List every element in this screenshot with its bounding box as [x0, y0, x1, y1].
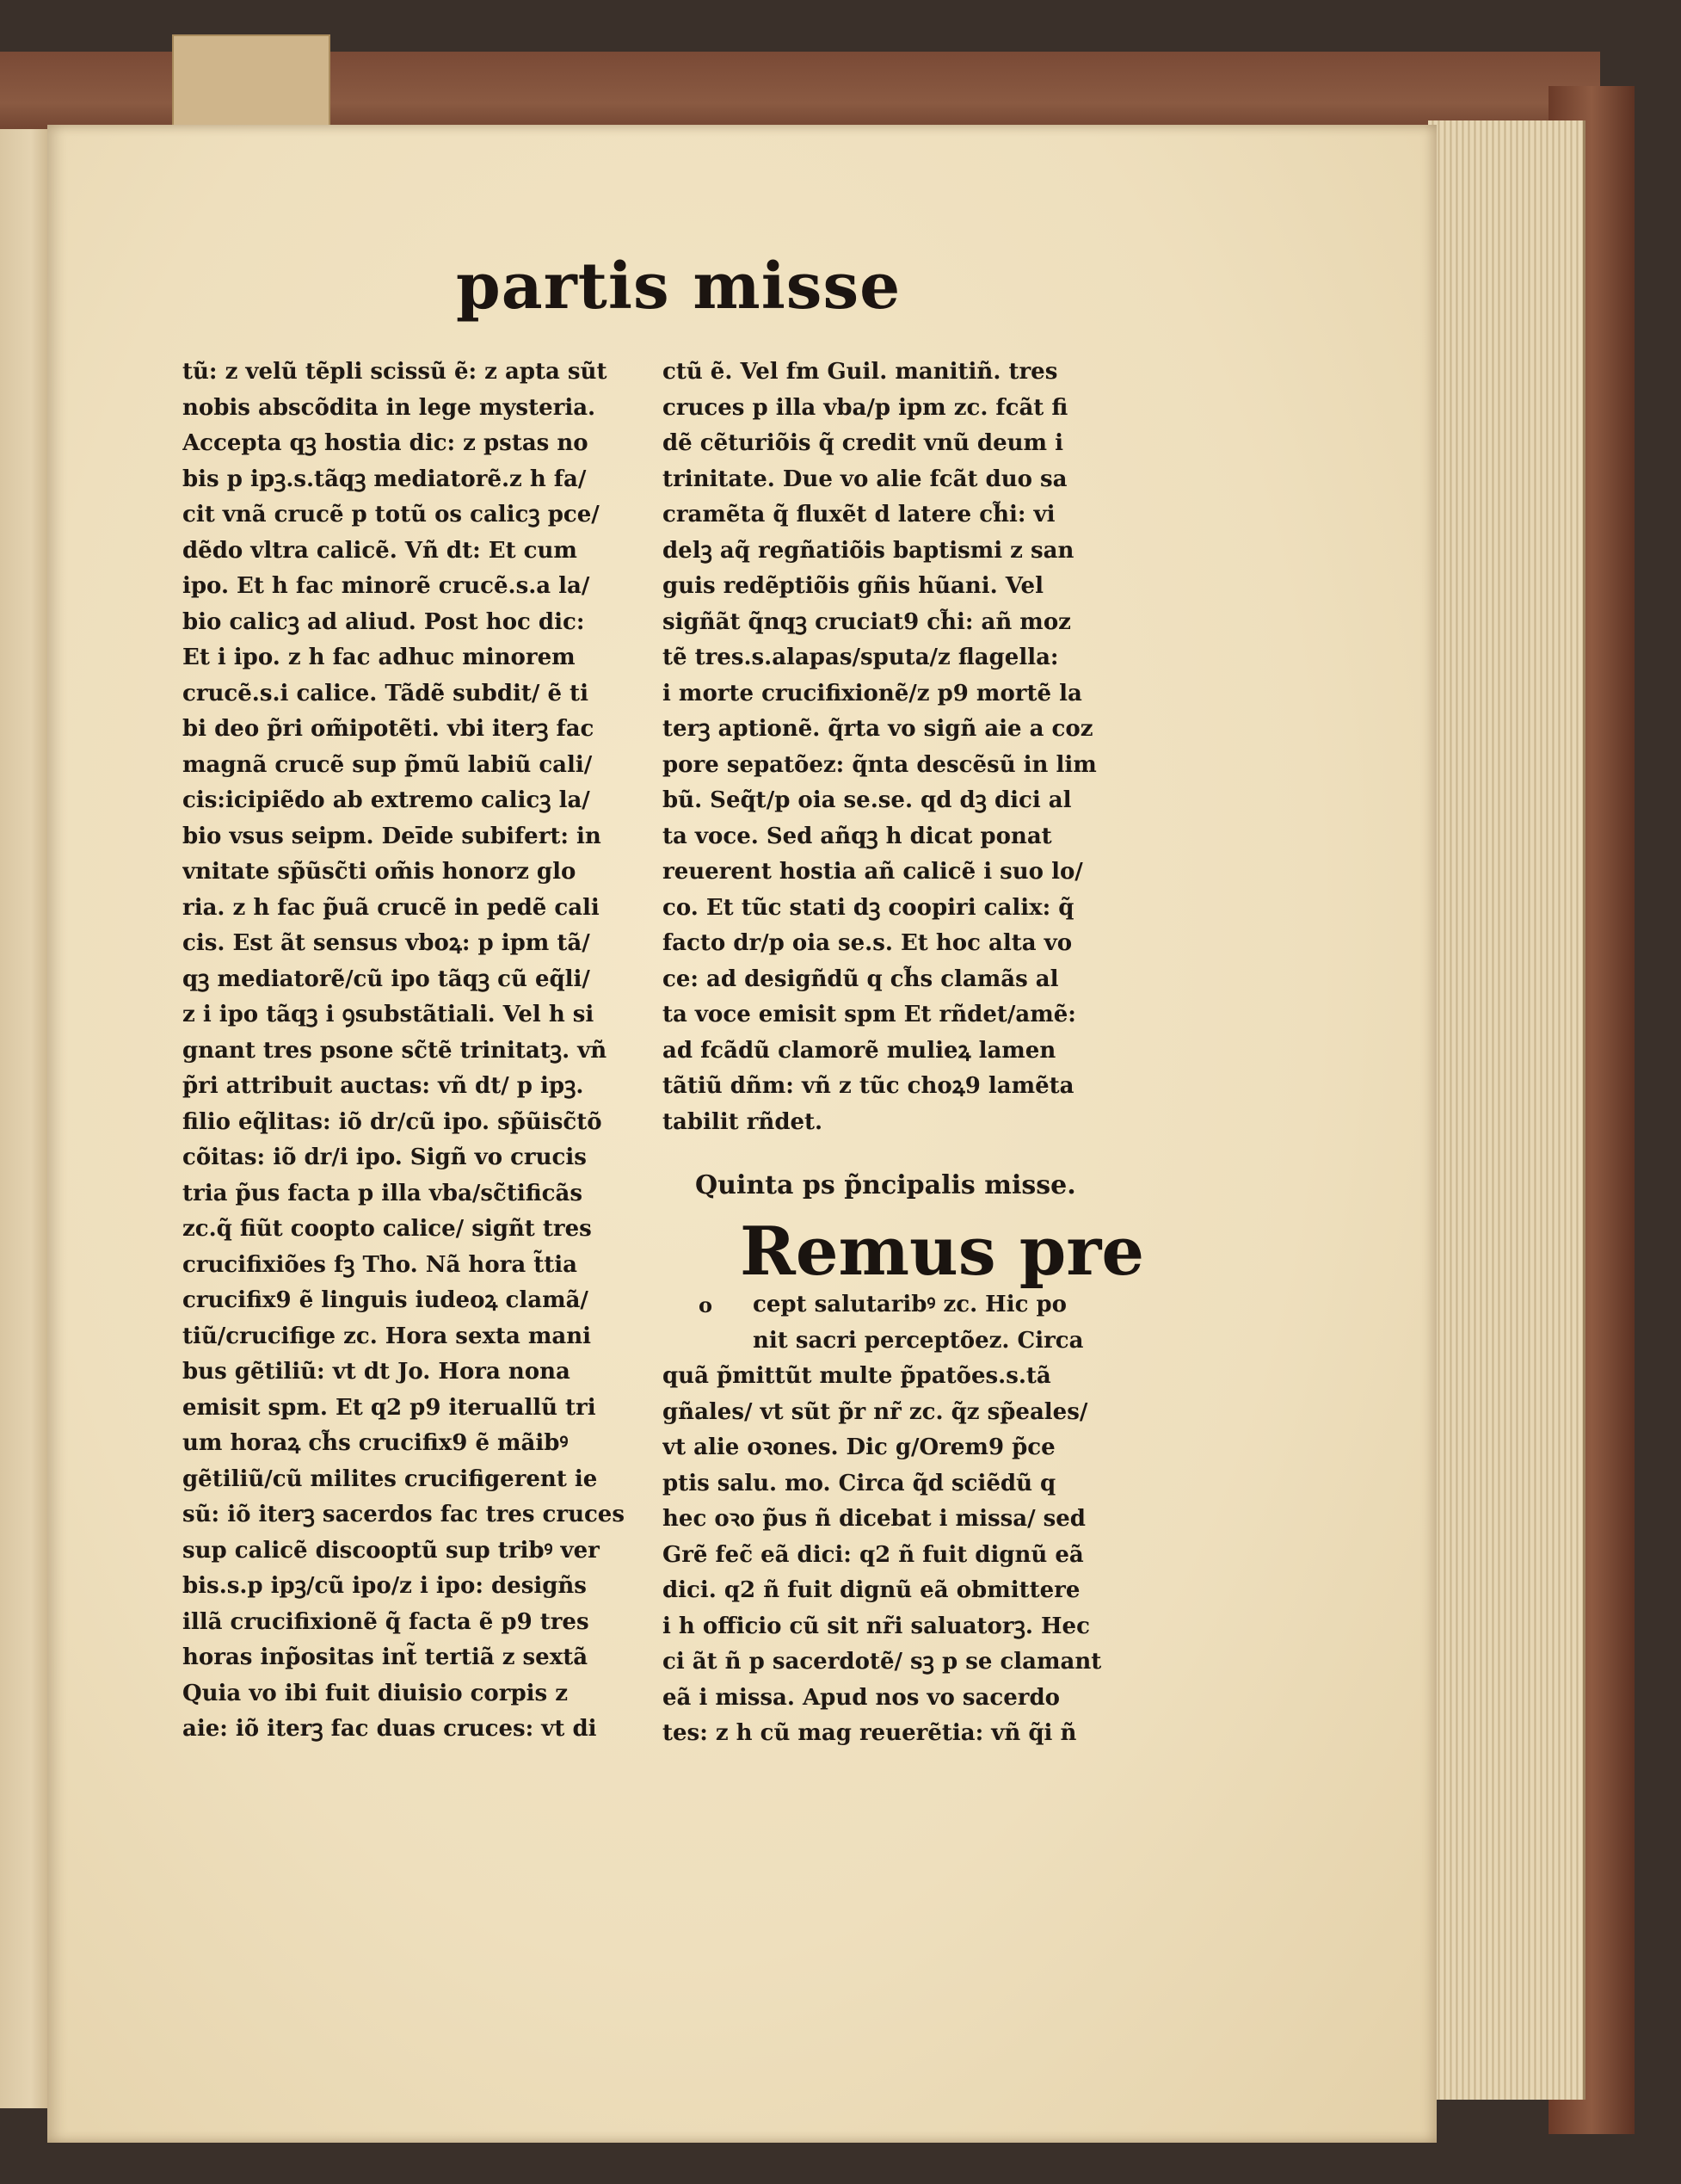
text-line: cõitas: iõ dr/i ipo. Sigñ vo crucis: [182, 1144, 587, 1170]
text-line: magnã crucẽ sup p̃mũ labiũ cali/: [182, 751, 593, 778]
text-line: co. Et tũc stati dꝫ coopiri calix: q̃: [662, 894, 1074, 921]
text-line: tria p̃us facta p illa vba/sc̃tificãs: [182, 1180, 582, 1206]
text-line: quã p̃mittũt multe p̃patões.s.tã: [662, 1363, 1051, 1389]
text-line: reuerent hostia añ calicẽ i suo lo/: [662, 859, 1083, 885]
text-line: bũ. Seq̃t/p oia se.se. qd dꝫ dici al: [662, 787, 1072, 813]
text-line: crucifix9 ẽ linguis iudeoꝝ clamã/: [182, 1287, 588, 1313]
text-line: cit vnã crucẽ p totũ os calicꝫ pce/: [182, 502, 600, 527]
text-line: sigñãt q̃nqꝫ cruciat9 ch̃i: añ moz: [662, 608, 1071, 635]
text-line: i morte crucifixionẽ/z p9 mortẽ la: [662, 680, 1082, 706]
left-column: [182, 355, 651, 1783]
text-line: horas inp̃ositas int̃ tertiã z sextã: [182, 1644, 588, 1670]
page-edges: [1428, 120, 1586, 2100]
text-line: ipo. Et h fac minorẽ crucẽ.s.a la/: [182, 573, 590, 599]
text-line: aie: iõ iterꝫ fac duas cruces: vt di: [182, 1716, 597, 1742]
text-line: crucifixiões fꝫ Tho. Nã hora t̃tia: [182, 1251, 578, 1278]
text-line: tiũ/crucifige zc. Hora sexta mani: [182, 1323, 592, 1349]
text-line: trinitate. Due vo alie fcãt duo sa: [662, 466, 1068, 492]
text-line: emisit spm. Et q2 p9 iteruallũ tri: [182, 1394, 596, 1421]
left-page-edge: [0, 129, 52, 2108]
text-line: p̃ri attribuit auctas: vñ dt/ p ipꝫ.: [182, 1073, 584, 1099]
text-line: Et i ipo. z h fac adhuc minorem: [182, 645, 576, 670]
text-line: sup calicẽ discooptũ sup tribꝰ ver: [182, 1537, 600, 1564]
text-line: dici. q2 ñ fuit dignũ eã obmittere: [662, 1577, 1081, 1603]
text-line: pore sepatõez: q̃nta descẽsũ in lim: [662, 751, 1097, 778]
text-line: cruces p illa vba/p ipm zc. fcãt fi: [662, 394, 1068, 421]
text-line: hec oꝛo p̃us ñ dicebat i missa/ sed: [662, 1506, 1086, 1532]
text-line: ta voce. Sed añqꝫ h dicat ponat: [662, 823, 1052, 849]
text-line: filio eq̃litas: iõ dr/cũ ipo. sp̃ũisc̃tõ: [182, 1108, 602, 1135]
text-line: cis:icipiẽdo ab extremo calicꝫ la/: [182, 787, 590, 813]
text-line: guis redẽptiõis gñis hũani. Vel: [662, 573, 1044, 599]
right-column-top: [662, 355, 1131, 1155]
text-line: sũ: iõ iterꝫ sacerdos fac tres cruces: [182, 1502, 625, 1527]
text-line: um horaꝝ ch̃s crucifix9 ẽ mãibꝰ: [182, 1430, 569, 1456]
text-line: i h officio cũ sit nr̃i saluatorꝫ. Hec: [662, 1613, 1090, 1639]
text-line: bio vsus seipm. Deīde subifert: in: [182, 823, 601, 849]
section-heading: Quinta ps p̃ncipalis misse.: [695, 1170, 1076, 1200]
text-line: qꝫ mediatorẽ/cũ ipo tãqꝫ cũ eq̃li/: [182, 966, 590, 992]
text-line: terꝫ aptionẽ. q̃rta vo sigñ aie a coz: [662, 716, 1093, 742]
text-line: Grẽ fec̃ eã dici: q2 ñ fuit dignũ eã: [662, 1541, 1084, 1568]
text-line: bis.s.p ipꝫ/cũ ipo/z i ipo: desigñs: [182, 1573, 587, 1599]
marginal-letter: o: [699, 1293, 713, 1317]
text-line: vt alie oꝛones. Dic g/Orem9 p̃ce: [662, 1434, 1056, 1460]
text-line: tãtiũ dñm: vñ z tũc choꝝ9 lamẽta: [662, 1073, 1074, 1099]
text-line: zc.q̃ fiũt coopto calice/ sigñt tres: [182, 1216, 592, 1242]
running-head: partis misse: [456, 250, 902, 324]
text-line: gñales/ vt sũt p̃r nr̃ zc. q̃z sp̃eales/: [662, 1398, 1088, 1425]
text-line: nobis abscõdita in lege mysteria.: [182, 394, 596, 421]
paper-tab: [172, 34, 330, 133]
text-line: Accepta qꝫ hostia dic: z pstas no: [182, 430, 588, 456]
text-line: nit sacri perceptõez. Circa: [753, 1327, 1084, 1354]
incipit-initial: Remus pre: [740, 1212, 1145, 1291]
text-line: tes: z h cũ mag reuerẽtia: vñ q̃i ñ: [662, 1720, 1077, 1746]
text-line: Quia vo ibi fuit diuisio corpis z: [182, 1680, 568, 1706]
text-line: illã crucifixionẽ q̃ facta ẽ p9 tres: [182, 1608, 589, 1635]
text-line: z i ipo tãqꝫ i ꝯsubstãtiali. Vel h si: [182, 1002, 594, 1027]
text-line: tũ: z velũ tẽpli scissũ ẽ: z apta sũt: [182, 359, 607, 385]
text-line: dẽdo vltra calicẽ. Vñ dt: Et cum: [182, 537, 577, 564]
text-line: crucẽ.s.i calice. Tãdẽ subdit/ ẽ ti: [182, 680, 588, 706]
text-line: bus gẽtiliũ: vt dt Jo. Hora nona: [182, 1359, 570, 1385]
text-line: tabilit rñdet.: [662, 1108, 823, 1135]
text-line: cramẽta q̃ fluxẽt d latere ch̃i: vi: [662, 502, 1056, 527]
text-line: bis p ipꝫ.s.tãqꝫ mediatorẽ.z h fa/: [182, 466, 587, 492]
text-line: dẽ cẽturiõis q̃ credit vnũ deum i: [662, 430, 1063, 456]
text-line: bi deo p̃ri om̃ipotẽti. vbi iterꝫ fac: [182, 716, 594, 742]
text-line: cis. Est ãt sensus vboꝝ: p ipm tã/: [182, 930, 590, 956]
text-line: tẽ tres.s.alapas/sputa/z flagella:: [662, 645, 1059, 670]
right-column-bottom: [662, 1287, 1131, 1786]
text-line: ctũ ẽ. Vel fm Guil. manitiñ. tres: [662, 359, 1058, 385]
text-line: ci ãt ñ p sacerdotẽ/ sꝫ p se clamant: [662, 1649, 1102, 1675]
text-line: facto dr/p oia se.s. Et hoc alta vo: [662, 930, 1073, 956]
text-line: vnitate sp̃ũsc̃ti om̃is honorz glo: [182, 859, 576, 885]
text-line: ce: ad desigñdũ q ch̃s clamãs al: [662, 966, 1059, 992]
text-line: delꝫ aq̃ regñatiõis baptismi z san: [662, 537, 1074, 564]
text-line: gnant tres psone sc̃tẽ trinitatꝫ. vñ: [182, 1037, 607, 1064]
text-line: cept salutaribꝰ zc. Hic po: [753, 1292, 1068, 1317]
text-line: bio calicꝫ ad aliud. Post hoc dic:: [182, 608, 585, 635]
text-line: ta voce emisit spm Et rñdet/amẽ:: [662, 1002, 1076, 1027]
text-line: eã i missa. Apud nos vo sacerdo: [662, 1684, 1060, 1711]
text-line: ptis salu. mo. Circa q̃d sciẽdũ q: [662, 1470, 1056, 1496]
text-line: ria. z h fac p̃uã crucẽ in pedẽ cali: [182, 894, 600, 921]
text-line: gẽtiliũ/cũ milites crucifigerent ie: [182, 1465, 598, 1492]
text-line: ad fcãdũ clamorẽ mulieꝝ lamen: [662, 1037, 1056, 1064]
